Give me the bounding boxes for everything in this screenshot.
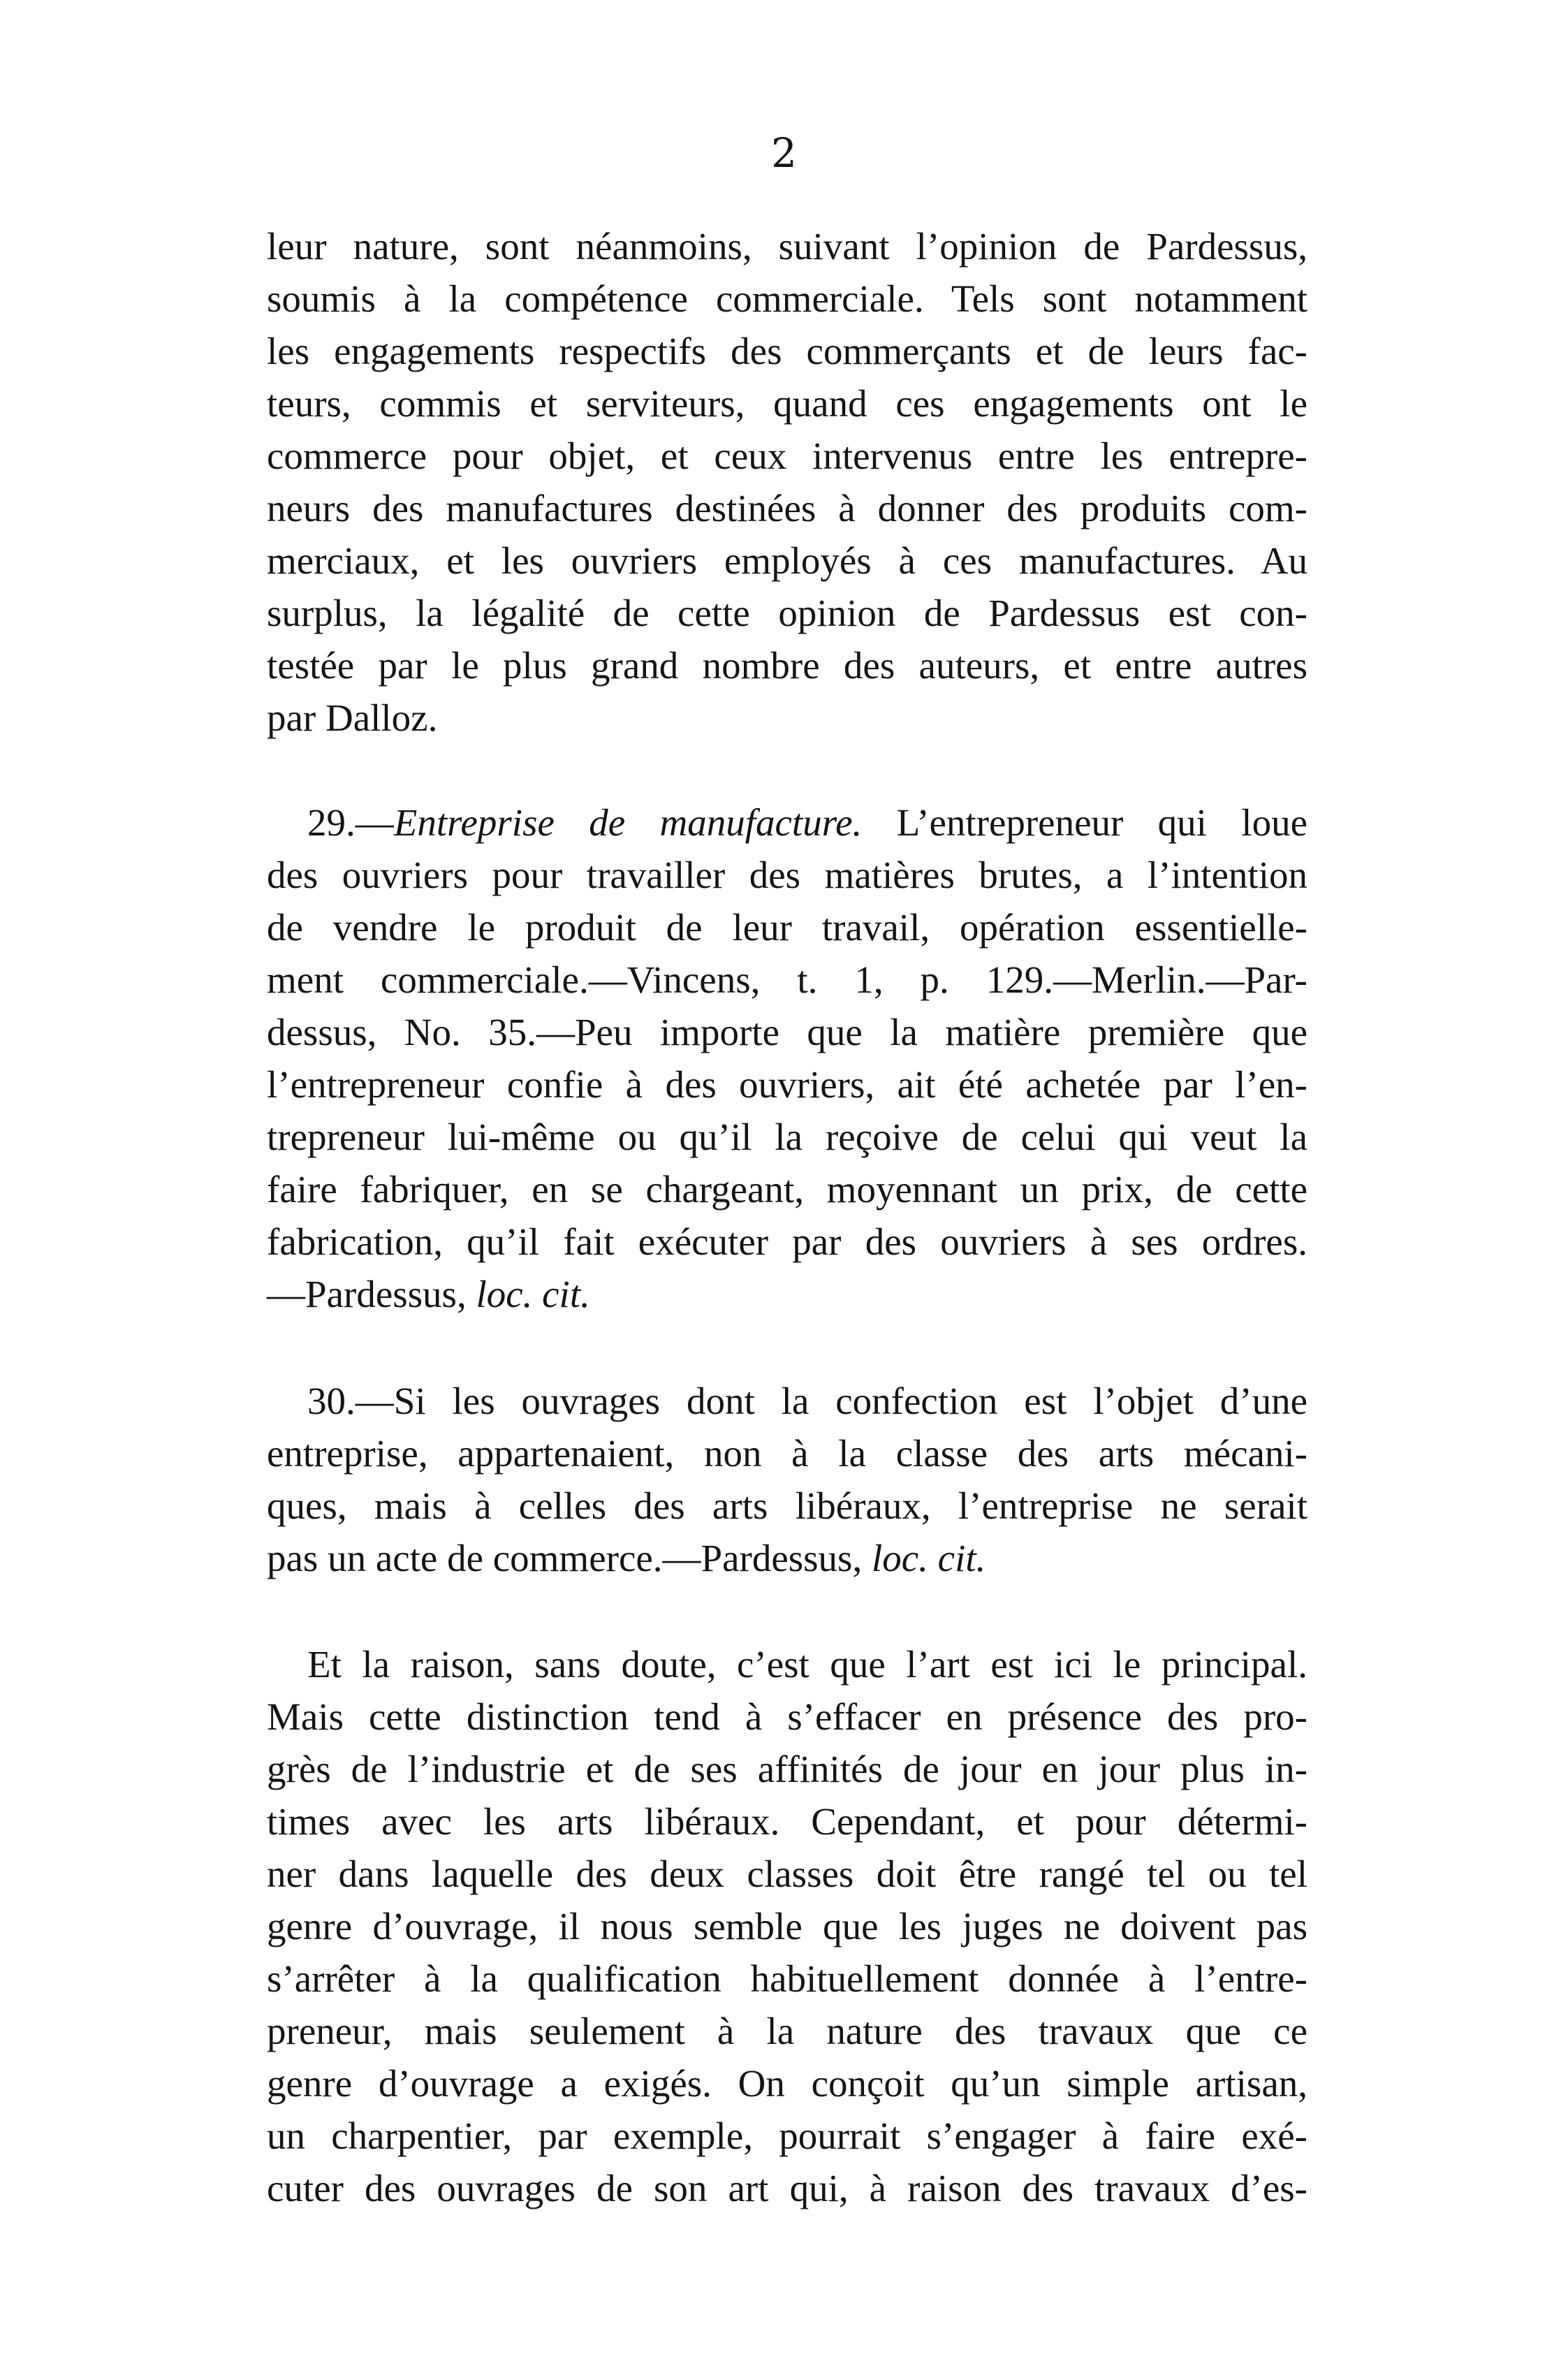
text-line: merciaux, et les ouvriers employés à ces manufactures. Au [267, 539, 1307, 582]
citation-line [267, 1268, 1307, 1320]
section-heading-line [307, 796, 1307, 849]
text-line: teurs, commis et serviteurs, quand ces engagements ont le [267, 382, 1307, 425]
text-span: —Pardessus, [267, 1273, 476, 1315]
text-line: trepreneur lui-même ou qu’il la reçoive de celui qui veut la [267, 1116, 1307, 1158]
text-line: genre d’ouvrage, il nous semble que les juges ne doivent pas [267, 1905, 1307, 1948]
text-line: 30.—Si les ouvrages dont la confection est l’objet d’une [307, 1380, 1307, 1422]
citation-line [267, 1532, 1307, 1584]
text-span: L’entrepreneur qui loue [862, 801, 1307, 844]
page-number: 2 [771, 129, 797, 177]
text-line: de vendre le produit de leur travail, opération essentielle- [267, 906, 1307, 949]
citation-italic: loc. cit. [871, 1537, 986, 1579]
text-line: par Dalloz. [267, 696, 438, 739]
text-line: ment commerciale.—Vincens, t. 1, p. 129.—Merlin.—Par- [267, 958, 1307, 1001]
text-line: Mais cette distinction tend à s’effacer en présence des pro- [267, 1695, 1307, 1738]
text-line: fabrication, qu’il fait exécuter par des ouvriers à ses ordres. [267, 1220, 1307, 1263]
text-line: un charpentier, par exemple, pourrait s’engager à faire exé- [267, 2114, 1307, 2157]
text-line: ner dans laquelle des deux classes doit être rangé tel ou tel [267, 1852, 1307, 1895]
text-line: times avec les arts libéraux. Cependant, et pour détermi- [267, 1800, 1307, 1843]
text-line: leur nature, sont néanmoins, suivant l’opinion de Pardessus, [267, 225, 1307, 268]
text-line: neurs des manufactures destinées à donner des produits com- [267, 487, 1307, 529]
text-line: testée par le plus grand nombre des auteurs, et entre autres [267, 644, 1307, 687]
text-line: soumis à la compétence commerciale. Tels sont notamment [267, 277, 1307, 320]
text-line: preneur, mais seulement à la nature des travaux que ce [267, 2010, 1307, 2052]
text-line: surplus, la légalité de cette opinion de Pardessus est con- [267, 592, 1307, 634]
text-line: cuter des ouvrages de son art qui, à raison des travaux d’es- [267, 2167, 1307, 2209]
text-line: les engagements respectifs des commerçants et de leurs fac- [267, 330, 1307, 372]
text-line: faire fabriquer, en se chargeant, moyennant un prix, de cette [267, 1168, 1307, 1211]
text-line: genre d’ouvrage a exigés. On conçoit qu’un simple artisan, [267, 2062, 1307, 2105]
citation-italic: loc. cit. [476, 1273, 590, 1315]
text-line: entreprise, appartenaient, non à la classe des arts mécani- [267, 1432, 1307, 1475]
text-line: dessus, No. 35.—Peu importe que la matière première que [267, 1011, 1307, 1053]
section-number: 29.— [307, 801, 394, 844]
text-line: ques, mais à celles des arts libéraux, l’entreprise ne serait [267, 1484, 1307, 1527]
text-span: pas un acte de commerce.—Pardessus, [267, 1537, 872, 1579]
text-line: s’arrêter à la qualification habituellement donnée à l’entre- [267, 1957, 1307, 2000]
text-line: Et la raison, sans doute, c’est que l’art est ici le principal. [307, 1643, 1307, 1686]
section-heading: Entreprise de manufacture. [393, 801, 863, 844]
text-line: l’entrepreneur confie à des ouvriers, ait été achetée par l’en- [267, 1063, 1307, 1106]
text-line: commerce pour objet, et ceux intervenus entre les entrepre- [267, 434, 1307, 477]
text-line: des ouvriers pour travailler des matières brutes, a l’intention [267, 854, 1307, 896]
text-line: grès de l’industrie et de ses affinités de jour en jour plus in- [267, 1748, 1307, 1790]
